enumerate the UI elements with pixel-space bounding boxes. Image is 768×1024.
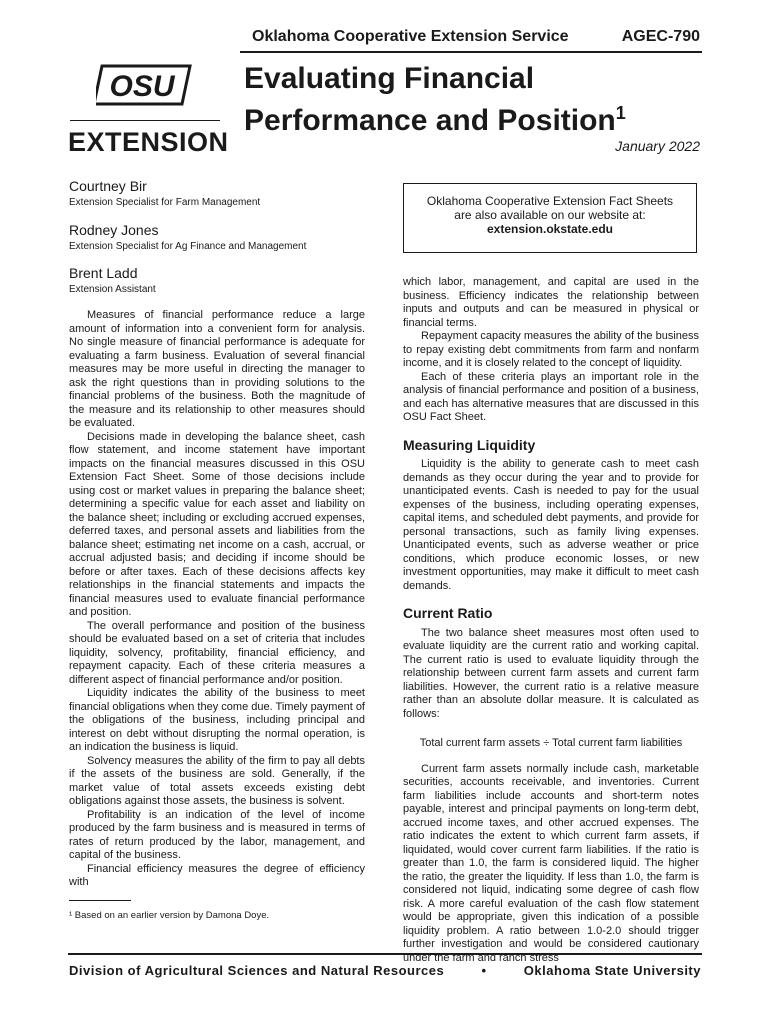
paragraph: Profitability is an indication of the level of income produced by the farm business and is measured in terms of rates of return produced by the labor, management, and capital of the business. (69, 808, 365, 861)
author-1 (69, 178, 369, 209)
paragraph: Decisions made in developing the balance sheet, cash flow statement, and income statement have important impacts on the financial measures discussed in this OSU Extension Fact Sheet. Some of those decisions include using cost or market values in preparing the balance sheet; determining a specific value for each asset and liability on the balance sheet; including or excluding accrued expenses, deferred taxes, and personal assets and liabilities from the balance sheet; estimating net income on a cash, accrual, or accrual adjusted basis; and deciding if income should be before or after taxes. Each of these decisions affects key relationships in the financial statements and impacts the financial measures used to evaluate financial performance and position. (69, 430, 365, 618)
right-column (403, 276, 699, 965)
paragraph: Financial efficiency measures the degree of efficiency with (69, 862, 365, 888)
website-link[interactable]: extension.okstate.edu (486, 222, 614, 236)
footer-university: Oklahoma State University (523, 963, 701, 978)
footer-division: Division of Agricultural Sciences and Natural Resources (69, 963, 445, 978)
footnote: ¹ Based on an earlier version by Damona Doye. (69, 910, 270, 921)
author-name: Courtney Bir (69, 178, 147, 194)
current-ratio-formula: Total current farm assets ÷ Total current farm liabilities (419, 737, 683, 749)
paragraph: Repayment capacity measures the ability of the business to repay existing debt commitments from farm and nonfarm income, and it is closely related to the concept of liquidity. (403, 330, 699, 369)
paragraph: Liquidity is the ability to generate cash to meet cash demands as they occur during the year and to provide for unanticipated events. Cash is needed to pay for the usual expenses of the business, including operating expenses, capital items, and scheduled debt payments, and provide for personal transactions, such as family living expenses. Unanticipated events, such as adverse weather or price conditions, which produce economic losses, or new investment opportunities, may make it difficult to meet cash demands. (403, 458, 699, 592)
extension-wordmark: EXTENSION (68, 127, 229, 157)
paragraph: The overall performance and position of the business should be evaluated based on a set of criteria that includes liquidity, solvency, profitability, financial efficiency, and repayment capacity. Each of these criteria measures a different aspect of financial performance and/or position. (69, 619, 365, 686)
footer-rule (68, 953, 702, 955)
paragraph: The two balance sheet measures most often used to evaluate liquidity are the current ratio and working capital. The current ratio is used to evaluate liquidity through the relationship between current farm assets and current farm liabilities. However, the current ratio is a relative measure rather than an absolute dollar measure. It is calculated as follows: (403, 626, 699, 720)
infobox-line-1: Oklahoma Cooperative Extension Fact Sheets (426, 194, 674, 208)
footer (69, 963, 701, 978)
title-line-2-text: Performance and Position (244, 104, 616, 137)
author-role: Extension Specialist for Farm Management (69, 197, 261, 208)
author-role: Extension Assistant (69, 284, 156, 295)
author-3 (69, 265, 369, 296)
header-rule (240, 51, 702, 53)
paragraph: Current farm assets normally include cash, marketable securities, accounts receivable, and inventories. Current farm liabilities include accounts and short-term notes payable, interest and principal payments on long-term debt, accrued income taxes, and other accrued expenses. The ratio indicates the extent to which current farm assets, if liquidated, would cover current farm liabilities. If the ratio is greater than 1.0, the farm is considered liquid. The higher the ratio, the greater the liquidity. If less than 1.0, the farm is considered not liquid, indicating some degree of cash flow risk. A more careful evaluation of the cash flow statement would be appropriate, given this indication of a possible liquidity problem. A ratio between 1.0-2.0 should trigger further investigation and would be considered cautionary under the farm and ranch stress (403, 762, 699, 964)
paragraph: Measures of financial performance reduce a large amount of information into a convenient form for analysis. No single measure of financial performance is adequate for evaluating a farm business. Evaluation of several financial measures may be more useful in directing the manager to ask the right questions than in providing solutions to the financial problems of the business. Both the magnitude of the measure and its relationship to other measures should be evaluated. (69, 309, 365, 429)
section-heading-measuring-liquidity: Measuring Liquidity (403, 436, 536, 453)
author-name: Rodney Jones (69, 222, 159, 238)
paragraph: Each of these criteria plays an important role in the analysis of financial performance and position of a business, and each has alternative measures that are discussed in this OSU Fact Sheet. (403, 370, 699, 423)
author-2 (69, 222, 369, 253)
paragraph: Liquidity indicates the ability of the business to meet financial obligations when they come due. Timely payment of the obligations of the business, including principal and interest on debt without disrupting the normal operation, is an indication the business is liquid. (69, 687, 365, 753)
publication-code: AGEC-790 (621, 28, 700, 45)
infobox-line-2: are also available on our website at: (454, 208, 646, 222)
publication-date: January 2022 (615, 138, 700, 154)
paragraph: Solvency measures the ability of the firm to pay all debts if the assets of the business are sold. Generally, if the market value of total assets exceeds existing debt obligations against those assets, the business is solvent. (69, 754, 365, 807)
title-footnote-mark: 1 (615, 103, 626, 123)
left-column (69, 309, 365, 890)
paragraph: which labor, management, and capital are used in the business. Efficiency indicates the relationship between inputs and outputs and can be measured in physical or financial terms. (403, 276, 699, 329)
author-name: Brent Ladd (69, 265, 138, 281)
website-infobox (403, 183, 697, 253)
author-role: Extension Specialist for Ag Finance and Management (69, 241, 307, 252)
footer-bullet: • (481, 963, 487, 978)
footnote-divider (69, 900, 131, 901)
osu-logo (96, 62, 196, 108)
logo-text: OSU (109, 70, 175, 103)
document-title (244, 62, 714, 138)
service-name: Oklahoma Cooperative Extension Service (252, 28, 569, 45)
title-line-2 (244, 96, 714, 138)
logo-divider (70, 120, 220, 121)
service-header (252, 28, 700, 46)
section-heading-current-ratio: Current Ratio (403, 605, 493, 621)
title-line-1: Evaluating Financial (244, 62, 535, 95)
